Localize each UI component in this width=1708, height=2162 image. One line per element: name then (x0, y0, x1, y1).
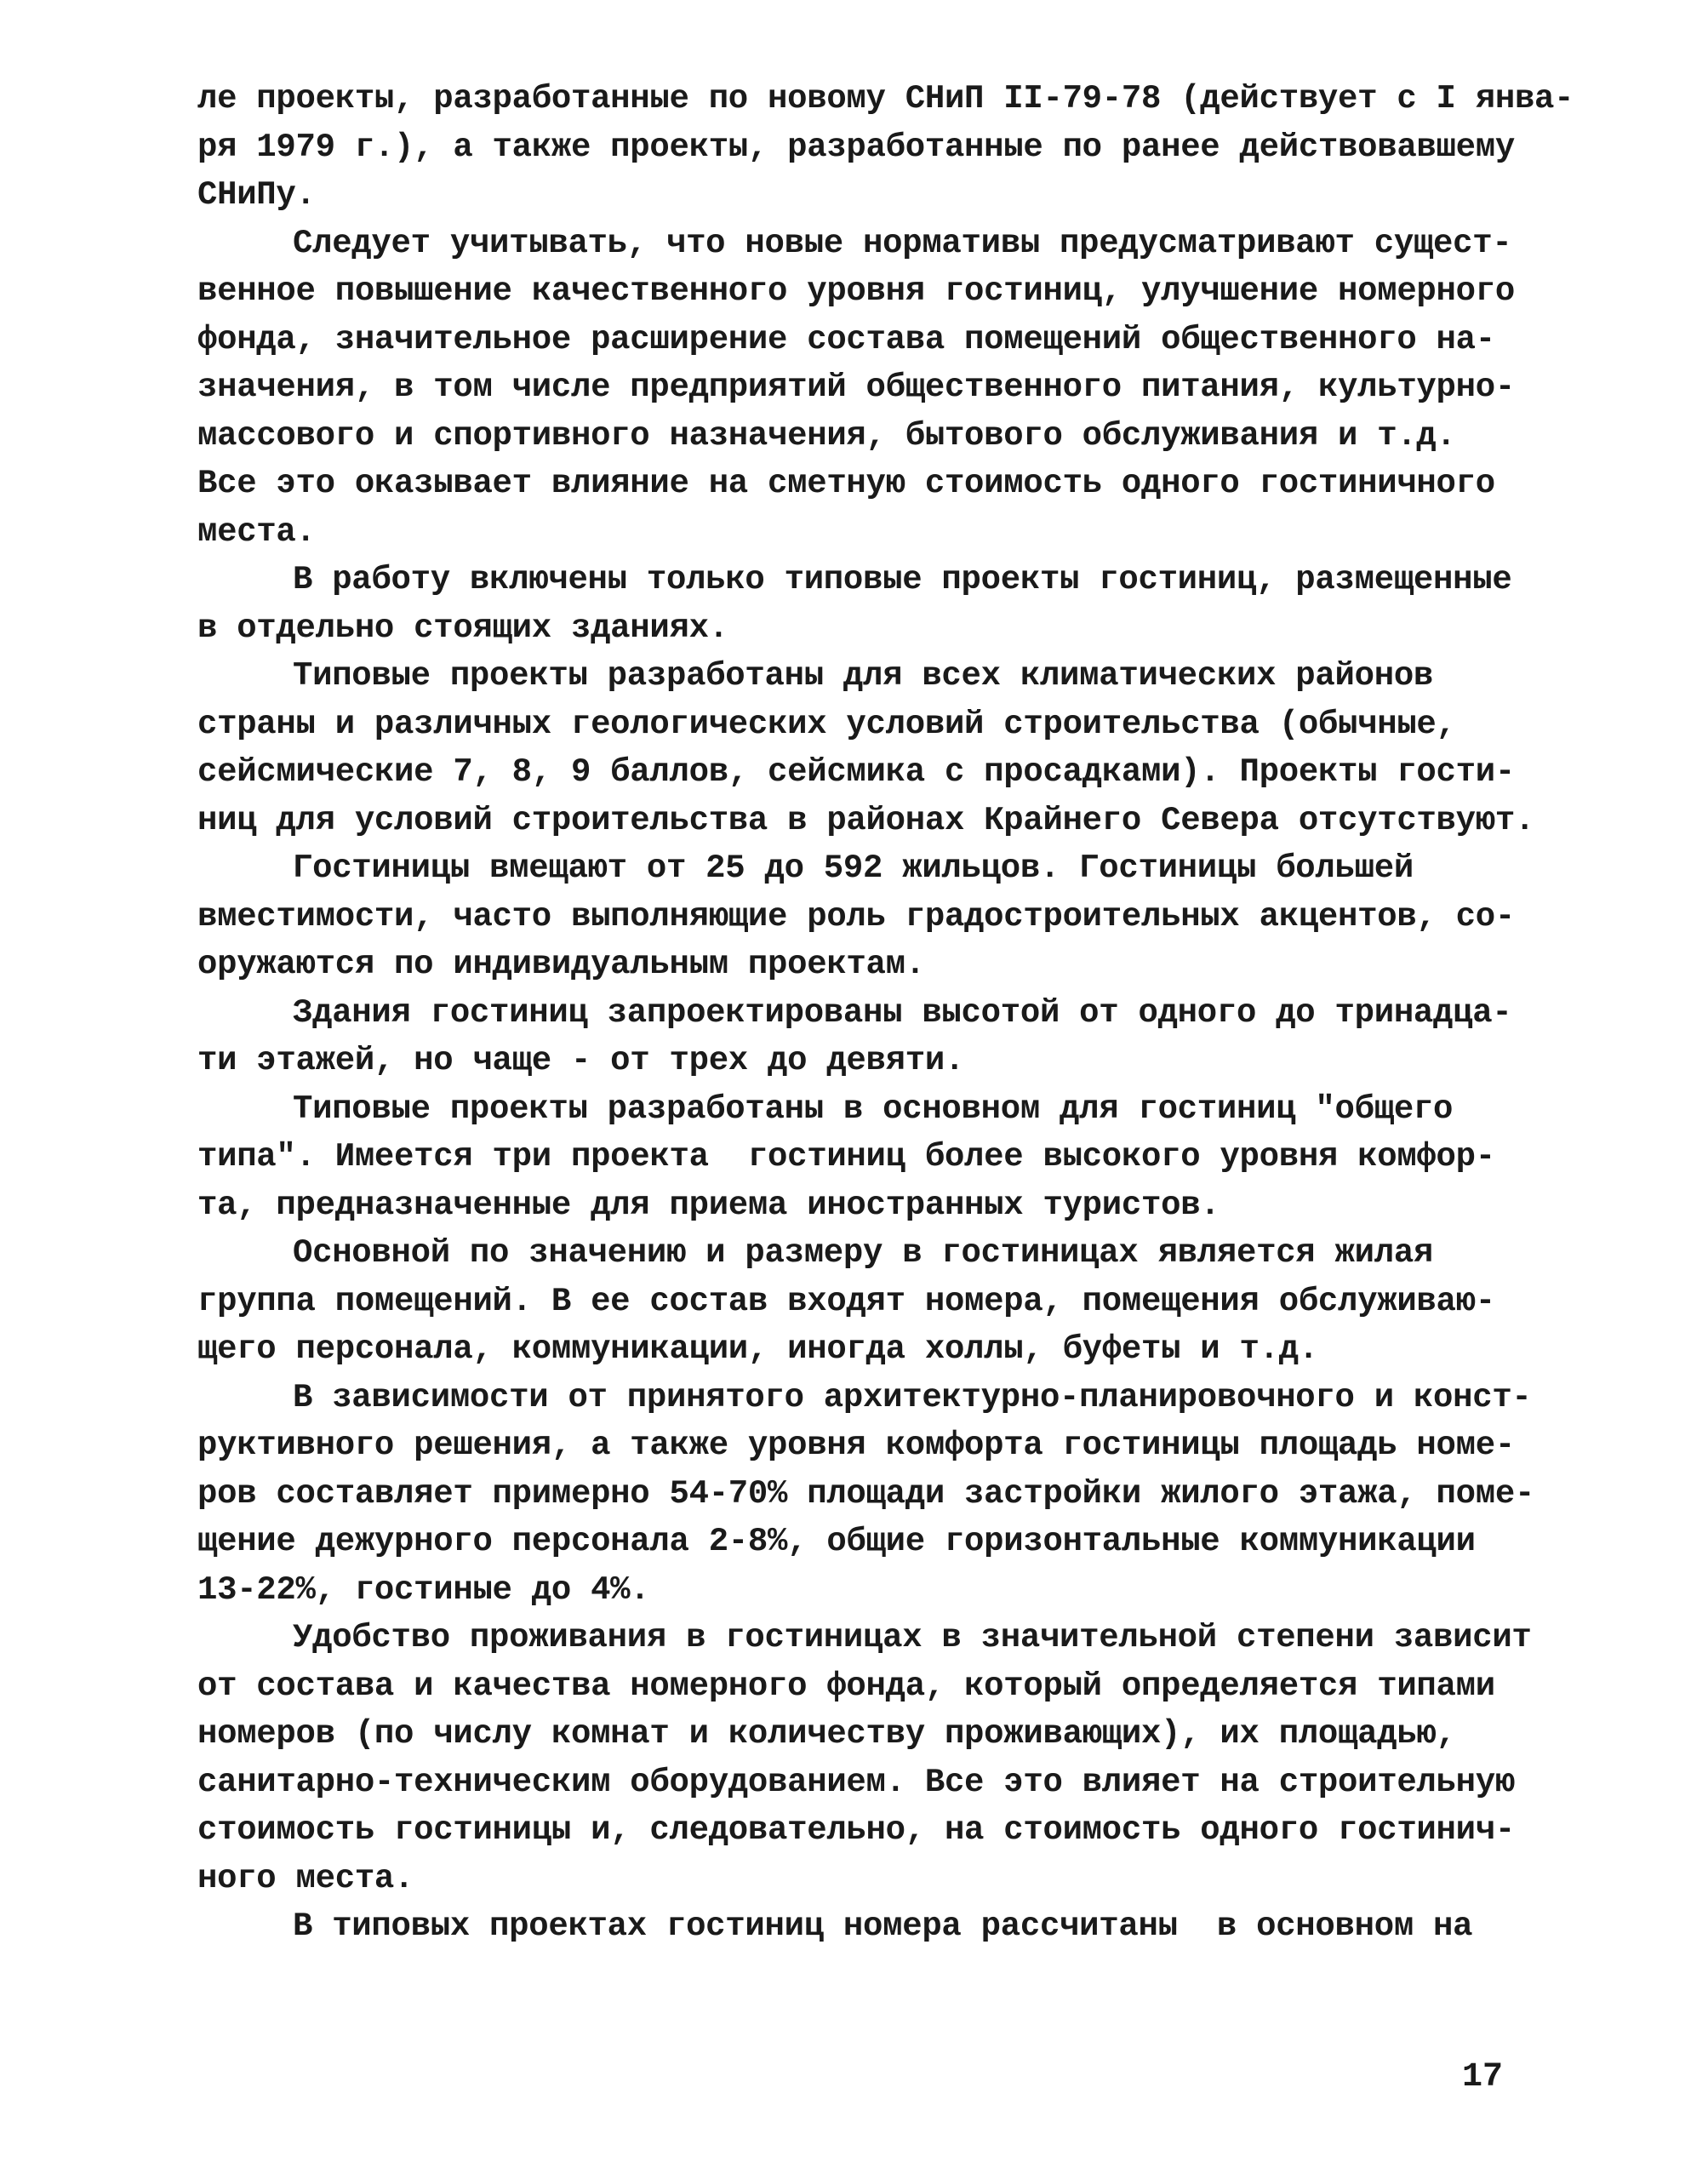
text-line: в отдельно стоящих зданиях. (197, 609, 728, 647)
text-line: венное повышение качественного уровня гостиниц, улучшение номерного (197, 272, 1515, 310)
text-line: В работу включены только типовые проекты гостиниц, размещенные (293, 561, 1512, 598)
text-line: места. (197, 512, 316, 551)
text-line: Все это оказывает влияние на сметную стоимость одного гостиничного (197, 465, 1495, 502)
text-line: оружаются по индивидуальным проектам. (197, 946, 925, 983)
text-line: щение дежурного персонала 2-8%, общие горизонтальные коммуникации (197, 1523, 1476, 1560)
text-line: ного места. (197, 1859, 414, 1897)
text-line: стоимость гостиницы и, следовательно, на стоимость одного гостинич- (197, 1811, 1515, 1849)
text-line: Следует учитывать, что новые нормативы предусматривают сущест- (293, 224, 1512, 262)
text-line: руктивного решения, а также уровня комфорта гостиницы площадь номе- (197, 1427, 1515, 1464)
body-text (197, 75, 1574, 1951)
text-line: СНиПу. (197, 176, 316, 214)
text-line: санитарно-техническим оборудованием. Все это влияет на строительную (197, 1763, 1515, 1801)
text-line: ле проекты, разработанные по новому СНиП II-79-78 (действует с I янва- (197, 80, 1574, 117)
text-line: ров составляет примерно 54-70% площади застройки жилого этажа, поме- (197, 1474, 1535, 1513)
text-line: вместимости, часто выполняющие роль градостроительных акцентов, со- (197, 897, 1515, 935)
text-line: Гостиницы вмещают от 25 до 592 жильцов. Гостиницы большей (293, 849, 1414, 887)
text-line: Здания гостиниц запроектированы высотой от одного до тринадца- (293, 993, 1512, 1032)
text-line: фонда, значительное расширение состава помещений общественного на- (197, 320, 1495, 358)
text-line: ти этажей, но чаще - от трех до девяти. (197, 1042, 965, 1079)
text-line: Типовые проекты разработаны для всех климатических районов (293, 657, 1434, 695)
text-line: щего персонала, коммуникации, иногда холлы, буфеты и т.д. (197, 1330, 1318, 1368)
text-line: ря 1979 г.), а также проекты, разработанные по ранее действовавшему (197, 128, 1515, 166)
text-line: номеров (по числу комнат и количеству проживающих), их площадью, (197, 1715, 1456, 1753)
text-line: В типовых проектах гостиниц номера рассчитаны в основном на (293, 1907, 1473, 1945)
text-line: массового и спортивного назначения, бытового обслуживания и т.д. (197, 416, 1456, 455)
text-line: 13-22%, гостиные до 4%. (197, 1570, 650, 1609)
text-line: группа помещений. В ее состав входят номера, помещения обслуживаю- (197, 1282, 1495, 1320)
text-line: сейсмические 7, 8, 9 баллов, сейсмика с просадками). Проекты гости- (197, 753, 1515, 791)
page-number: 17 (1462, 2058, 1504, 2096)
text-line: от состава и качества номерного фонда, который определяется типами (197, 1667, 1495, 1705)
text-line: Основной по значению и размеру в гостиницах является жилая (293, 1234, 1434, 1272)
text-line: Типовые проекты разработаны в основном для гостиниц "общего (293, 1090, 1454, 1128)
text-line: значения, в том числе предприятий общественного питания, культурно- (197, 369, 1515, 406)
text-line: В зависимости от принятого архитектурно-планировочного и конст- (293, 1378, 1532, 1416)
text-line: ниц для условий строительства в районах Крайнего Севера отсутствуют. (197, 801, 1535, 839)
text-line: страны и различных геологических условий строительства (обычные, (197, 705, 1456, 743)
text-line: та, предназначенные для приема иностранных туристов. (197, 1186, 1220, 1224)
text-line: типа". Имеется три проекта гостиниц более высокого уровня комфор- (197, 1138, 1495, 1175)
text-line: Удобство проживания в гостиницах в значительной степени зависит (293, 1619, 1532, 1656)
